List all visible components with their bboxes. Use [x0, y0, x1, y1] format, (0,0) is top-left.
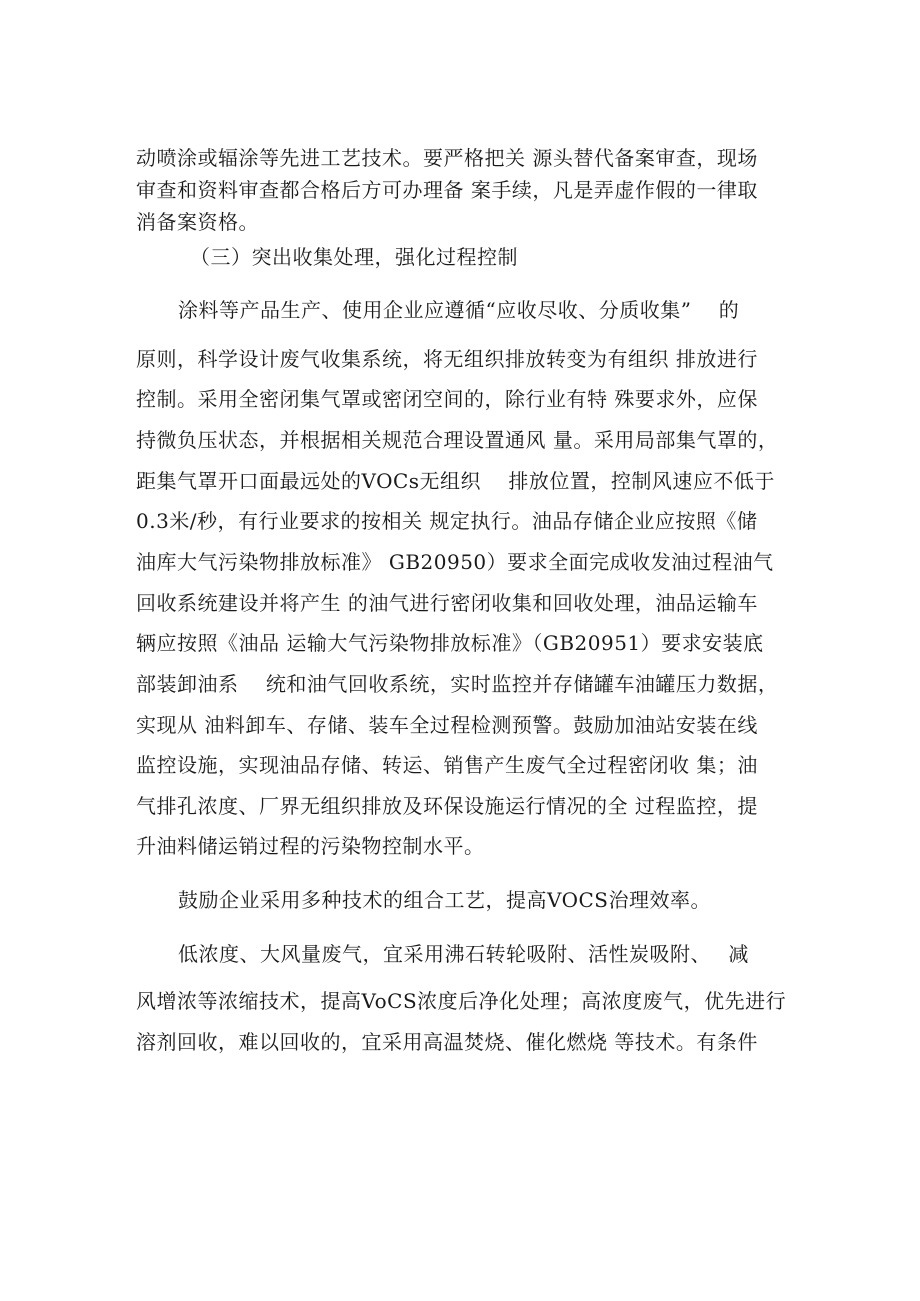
text-line: 距集气罩开口面最远处的VOCs无组织 排放位置，控制风速应不低于: [136, 469, 775, 493]
text-line: 审查和资料审查都合格后方可办理备 案手续，凡是弄虚作假的一律取: [136, 178, 758, 202]
text-line: 辆应按照《油品 运输大气污染物排放标准》（GB20951）要求安装底: [136, 631, 764, 655]
text-line: 低浓度、大风量废气，宜采用沸石转轮吸附、活性炭吸附、 减: [178, 942, 749, 966]
text-line: 涂料等产品生产、使用企业应遵循“应收尽收、分质收集” 的: [178, 298, 740, 322]
text-line: 原则，科学设计废气收集系统，将无组织排放转变为有组织 排放进行: [136, 347, 758, 371]
text-line: 气排孔浓度、厂界无组织排放及环保设施运行情况的全 过程监控，提: [136, 794, 758, 818]
text-line: 溶剂回收，难以回收的，宜采用高温焚烧、催化燃烧 等技术。有条件: [136, 1030, 758, 1054]
text-line: 回收系统建设并将产生 的油气进行密闭收集和回收处理，油品运输车: [136, 591, 758, 615]
text-line: 持微负压状态，并根据相关规范合理设置通风 量。采用局部集气罩的，: [136, 428, 779, 452]
text-line: 升油料储运销过程的污染物控制水平。: [136, 834, 485, 858]
text-line: 监控设施，实现油品存储、转运、销售产生废气全过程密闭收 集；油: [136, 753, 758, 777]
text-line: 部装卸油系 统和油气回收系统，实时监控并存储罐车油罐压力数据，: [136, 672, 779, 696]
text-line: 消备案资格。: [136, 210, 259, 234]
section-heading: （三）突出收集处理，强化过程控制: [190, 245, 518, 269]
text-line: 实现从 油料卸车、存储、装车全过程检测预警。鼓励加油站安装在线: [136, 713, 758, 737]
text-line: 0.3米/秒，有行业要求的按相关 规定执行。油品存储企业应按照《储: [136, 509, 758, 533]
text-line: 动喷涂或辐涂等先进工艺技术。要严格把关 源头替代备案审查，现场: [136, 146, 758, 170]
text-line: 控制。采用全密闭集气罩或密闭空间的，除行业有特 殊要求外，应保: [136, 387, 758, 411]
text-line: 鼓励企业采用多种技术的组合工艺，提高VOCS治理效率。: [178, 888, 711, 912]
text-line: 风增浓等浓缩技术，提高VoCS浓度后净化处理；高浓度废气，优先进行: [136, 989, 787, 1013]
text-line: 油库大气污染物排放标准》 GB20950）要求全面完成收发油过程油气: [136, 550, 774, 574]
